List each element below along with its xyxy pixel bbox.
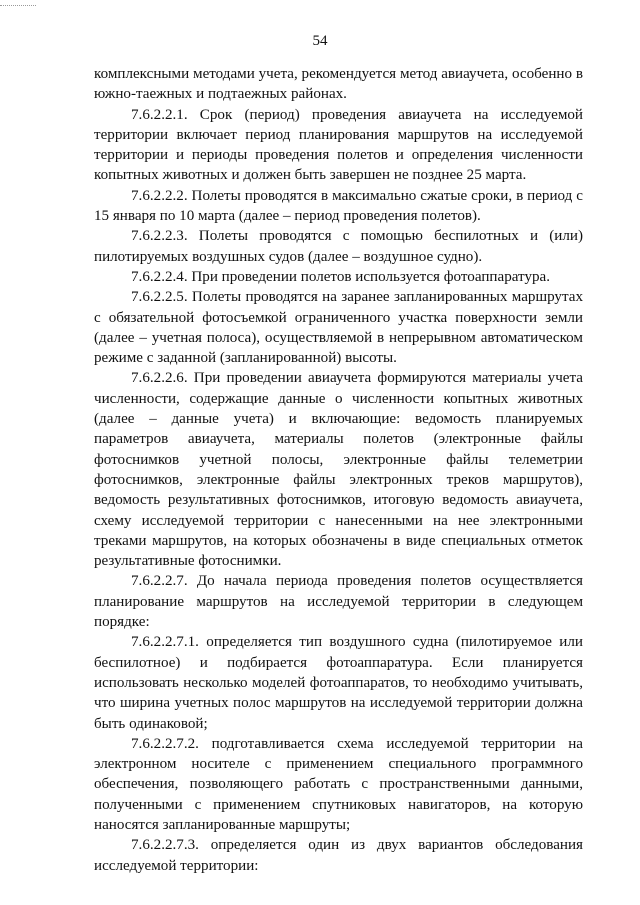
paragraph-7-6-2-2-2: 7.6.2.2.2. Полеты проводятся в максимально сжатые сроки, в период с 15 января по 10 марта (далее – период проведения полетов). [94, 187, 583, 225]
paragraph-7-6-2-2-7-1: 7.6.2.2.7.1. определяется тип воздушного судна (пилотируемое или беспилотное) и подбирается фотоаппаратура. Если планируется использовать несколько моделей фотоаппаратов, то необходимо учитывать, что ширина учетных полос маршрутов на исследуемой территории должна быть одинаковой; [94, 634, 583, 732]
paragraph-7-6-2-2-3: 7.6.2.2.3. Полеты проводятся с помощью беспилотных и (или) пилотируемых воздушных судов (далее – воздушное судно). [94, 228, 583, 265]
paragraph-7-6-2-2-5: 7.6.2.2.5. Полеты проводятся на заранее запланированных маршрутах с обязательной фотосъемкой ограниченного участка поверхности земли (далее – учетная полоса), осуществляемой в непрерывном автоматическом режиме с заданной (запланированной) высоты. [94, 289, 583, 367]
paragraph-7-6-2-2-7: 7.6.2.2.7. До начала периода проведения полетов осуществляется планирование маршрутов на исследуемой территории в следующем порядке: [94, 573, 583, 631]
paragraph-7-6-2-2-1: 7.6.2.2.1. Срок (период) проведения авиаучета на исследуемой территории включает период планирования маршрутов на исследуемой территории и периоды проведения полетов и определения численности копытных животных и должен быть завершен не позднее 25 марта. [94, 106, 583, 184]
page-number: 54 [312, 33, 328, 49]
scan-corner-mark [0, 0, 36, 6]
paragraph-7-6-2-2-4: 7.6.2.2.4. При проведении полетов используется фотоаппаратура. [131, 268, 551, 285]
paragraph-continuation: комплексными методами учета, рекомендуется метод авиаучета, особенно в южно-таежных и подтаежных районах. [94, 66, 583, 103]
paragraph-7-6-2-2-7-2: 7.6.2.2.7.2. подготавливается схема исследуемой территории на электронном носителе с применением специального программного обеспечения, позволяющего работать с пространственными данными, полученными с применением спутниковых навигаторов, на которую наносятся запланированные маршруты; [94, 735, 583, 833]
paragraph-7-6-2-2-6: 7.6.2.2.6. При проведении авиаучета формируются материалы учета численности, содержащие данные о численности копытных животных (далее – данные учета) и включающие: ведомость планируемых параметров авиаучета, материалы полетов (электронные файлы фотоснимков учетной полосы, электронные файлы телеметрии фотоснимков, электронные файлы электронных треков маршрутов), ведомость результативных фотоснимков, итоговую ведомость авиаучета, схему исследуемой территории с нанесенными на нее электронными треками маршрутов, на которых обозначены в виде специальных отметок результативные фотоснимки. [94, 370, 583, 570]
document-body [94, 64, 583, 876]
paragraph-7-6-2-2-7-3: 7.6.2.2.7.3. определяется один из двух вариантов обследования исследуемой территории: [94, 837, 583, 874]
